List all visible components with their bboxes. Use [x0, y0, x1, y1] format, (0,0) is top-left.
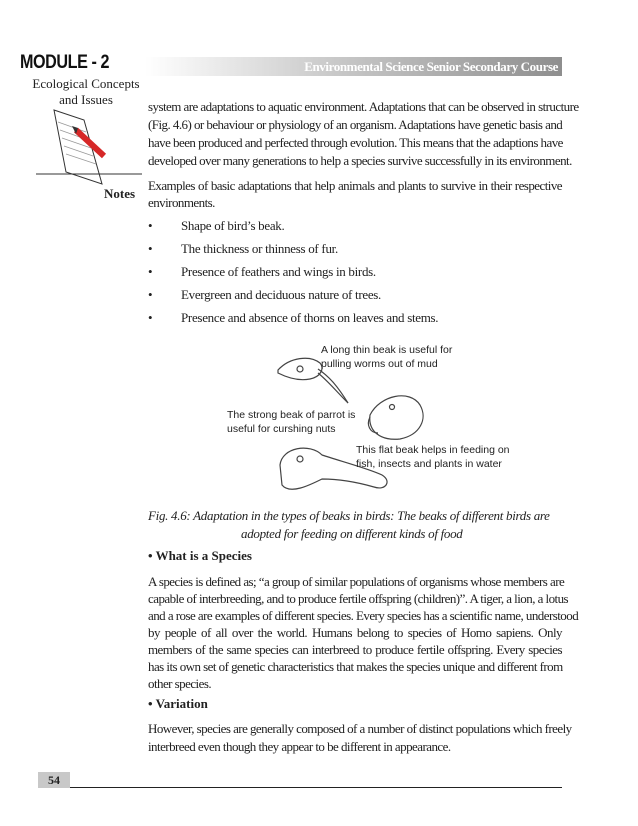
figure-caption: Fig. 4.6: Adaptation in the types of beaks in birds: The beaks of different birds are — [148, 508, 550, 523]
figure-caption-2: adopted for feeding on different kinds of food — [241, 526, 463, 541]
para-line: has its own set of genetic characteristics that makes the species unique and different from — [148, 659, 563, 674]
notes-pencil-icon — [36, 108, 142, 190]
para-line: developed over many generations to help a species survive successfully in its environment. — [148, 153, 572, 168]
para-line: by people of all over the world. Humans belong to species of Homo sapiens. Only — [148, 625, 562, 640]
para-line: environments. — [148, 195, 215, 210]
para-line: capable of interbreeding, and to produce fertile offspring (children)”. A tiger, a lion, a lotus — [148, 591, 569, 606]
module-title: MODULE - 2 — [20, 52, 110, 73]
para-line: and a rose are examples of different species. Every species has a scientific name, understood — [148, 608, 579, 623]
para-line: Examples of basic adaptations that help animals and plants to survive in their respective — [148, 178, 562, 193]
page-number: 54 — [38, 772, 70, 788]
course-header — [145, 57, 562, 76]
para-line: However, species are generally composed of a number of distinct populations which freely — [148, 721, 572, 736]
para-line: (Fig. 4.6) or behaviour or physiology of an organism. Adaptations have genetic basis and — [148, 117, 563, 132]
label-flat-beak: This flat beak helps in feeding on fish, insects and plants in water — [356, 444, 510, 470]
para-line: members of the same species can interbreed to produce fertile offspring. Every species — [148, 642, 562, 657]
footer-rule — [70, 787, 562, 788]
para-line: interbreed even though they appear to be different in appearance. — [148, 739, 451, 754]
document-page: MODULE - 2 Ecological Concepts and Issues Notes Environmental Science Senior Secondary Course system are adaptations to aquatic environment. Adaptations that can be observed in structure (Fig. 4.6) or behaviour or physiology of an organism. Adaptations have genetic basis and have been produced and perfected through evolution. This means that the adaptions have developed over many generations to help a species survive successfully in its environment. Examples of basic adaptations that help animals and plants to survive in their respective environments. • Shape of bird’s beak. • The thickness or thinness of fur. • Presence of feathers and wings in birds. • Evergreen and deciduous nature of trees. • Presence and absence of thorns on leaves and stems. A long thin beak is useful for pulling worms out of mud The strong beak of parrot is useful for curshing nuts This flat beak helps in feeding on fish, insects and plants in water Fig. 4.6: Adaptation in the types of beaks in birds: The beaks of different birds are adopted for feeding on different kinds of food • What is a Species A species is defined as; “a group of similar populations of organisms whose members are capable of interbreeding, and to produce fertile offspring (children)”. A tiger, a lion, a lotus and a rose are examples of different species. Every species has a scientific name, understood by people of all over the world. Humans belong to species of Homo sapiens. Only members of the same species can interbreed to produce fertile offspring. Every species has its own set of genetic characteristics that makes the species unique and different from other species. • Variation However, species are generally composed of a number of distinct populations which freely interbreed even though they appear to be different in appearance. 54 — [0, 0, 638, 826]
label-parrot-beak: The strong beak of parrot is useful for curshing nuts — [227, 409, 356, 435]
para-line: other species. — [148, 676, 212, 691]
para-line: A species is defined as; “a group of similar populations of organisms whose members are — [148, 574, 565, 589]
module-subtitle-2: and Issues — [59, 92, 113, 107]
module-subtitle: Ecological Concepts — [32, 76, 140, 91]
section-heading-species: • What is a Species — [148, 548, 252, 563]
para-line: system are adaptations to aquatic environment. Adaptations that can be observed in structure — [148, 99, 579, 114]
course-title: Environmental Science Senior Secondary Course — [304, 59, 558, 74]
section-heading-variation: • Variation — [148, 696, 208, 711]
para-line: have been produced and perfected through evolution. This means that the adaptions have — [148, 135, 563, 150]
label-long-beak: A long thin beak is useful for pulling worms out of mud — [321, 344, 453, 370]
notes-label: Notes — [104, 186, 136, 201]
